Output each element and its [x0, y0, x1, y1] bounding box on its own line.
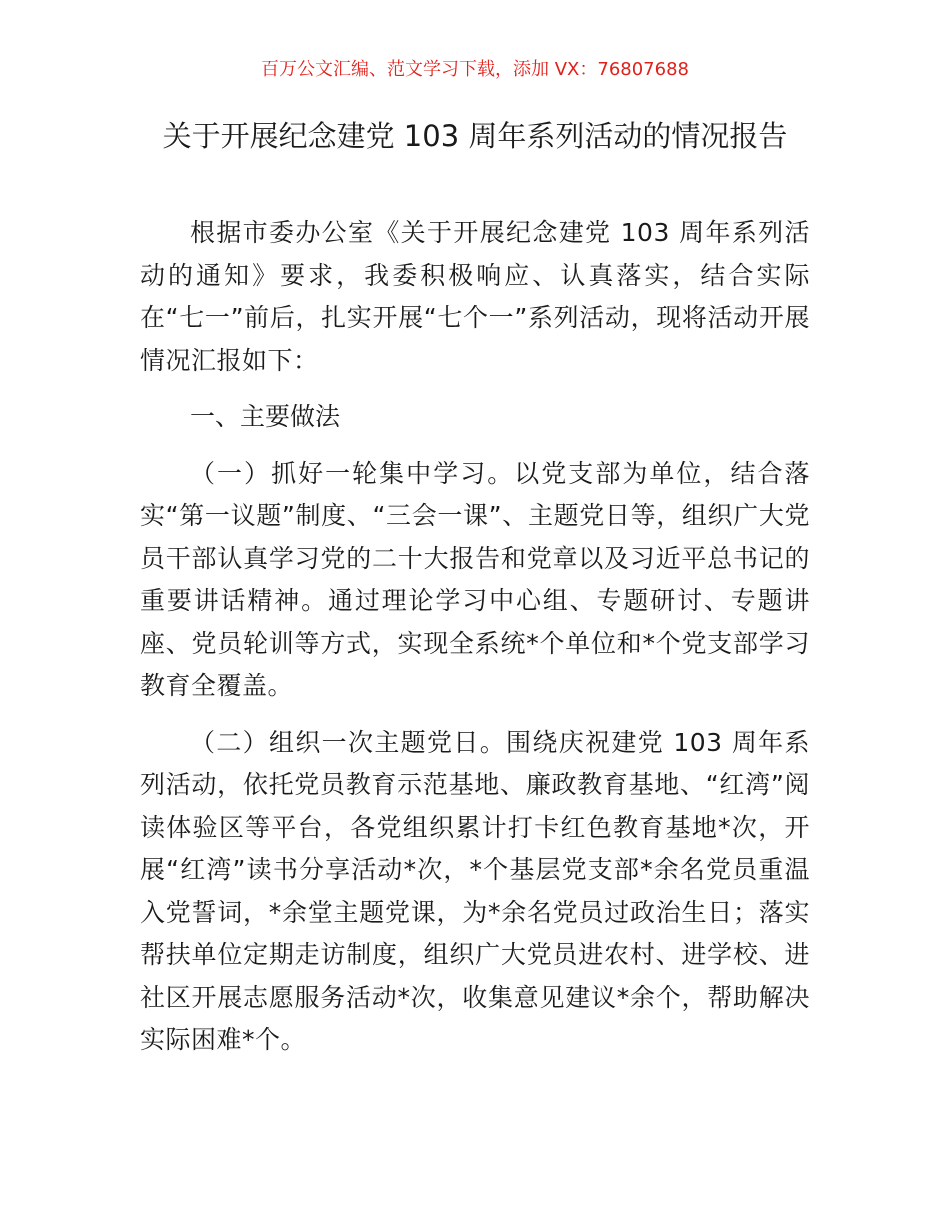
paragraph-item-2-party-day: （二）组织一次主题党日。围绕庆祝建党 103 周年系列活动，依托党员教育示范基地、廉政教育基地、“红湾”阅读体验区等平台，各党组织累计打卡红色教育基地*次，开展“红湾”读书分享活动*次，*个基层党支部*余名党员重温入党誓词，*余堂主题党课，为*余名党员过政治生日；落实帮扶单位定期走访制度，组织广大党员进农村、进学校、进社区开展志愿服务活动*次，收集意见建议*余个，帮助解决实际困难*个。	[140, 727, 810, 1054]
document-body	[140, 212, 810, 1076]
header-watermark-note: 百万公文汇编、范文学习下载，添加 VX：76807688	[261, 59, 689, 80]
paragraph-item-1-study: （一）抓好一轮集中学习。以党支部为单位，结合落实“第一议题”制度、“三会一课”、主题党日等，组织广大党员干部认真学习党的二十大报告和党章以及习近平总书记的重要讲话精神。通过理论学习中心组、专题研讨、专题讲座、党员轮训等方式，实现全系统*个单位和*个党支部学习教育全覆盖。	[140, 458, 810, 700]
section-heading-main-practices: 一、主要做法	[190, 402, 341, 431]
document-title: 关于开展纪念建党 103 周年系列活动的情况报告	[162, 119, 788, 153]
intro-paragraph: 根据市委办公室《关于开展纪念建党 103 周年系列活动的通知》要求，我委积极响应、认真落实，结合实际在“七一”前后，扎实开展“七个一”系列活动，现将活动开展情况汇报如下：	[140, 218, 810, 375]
